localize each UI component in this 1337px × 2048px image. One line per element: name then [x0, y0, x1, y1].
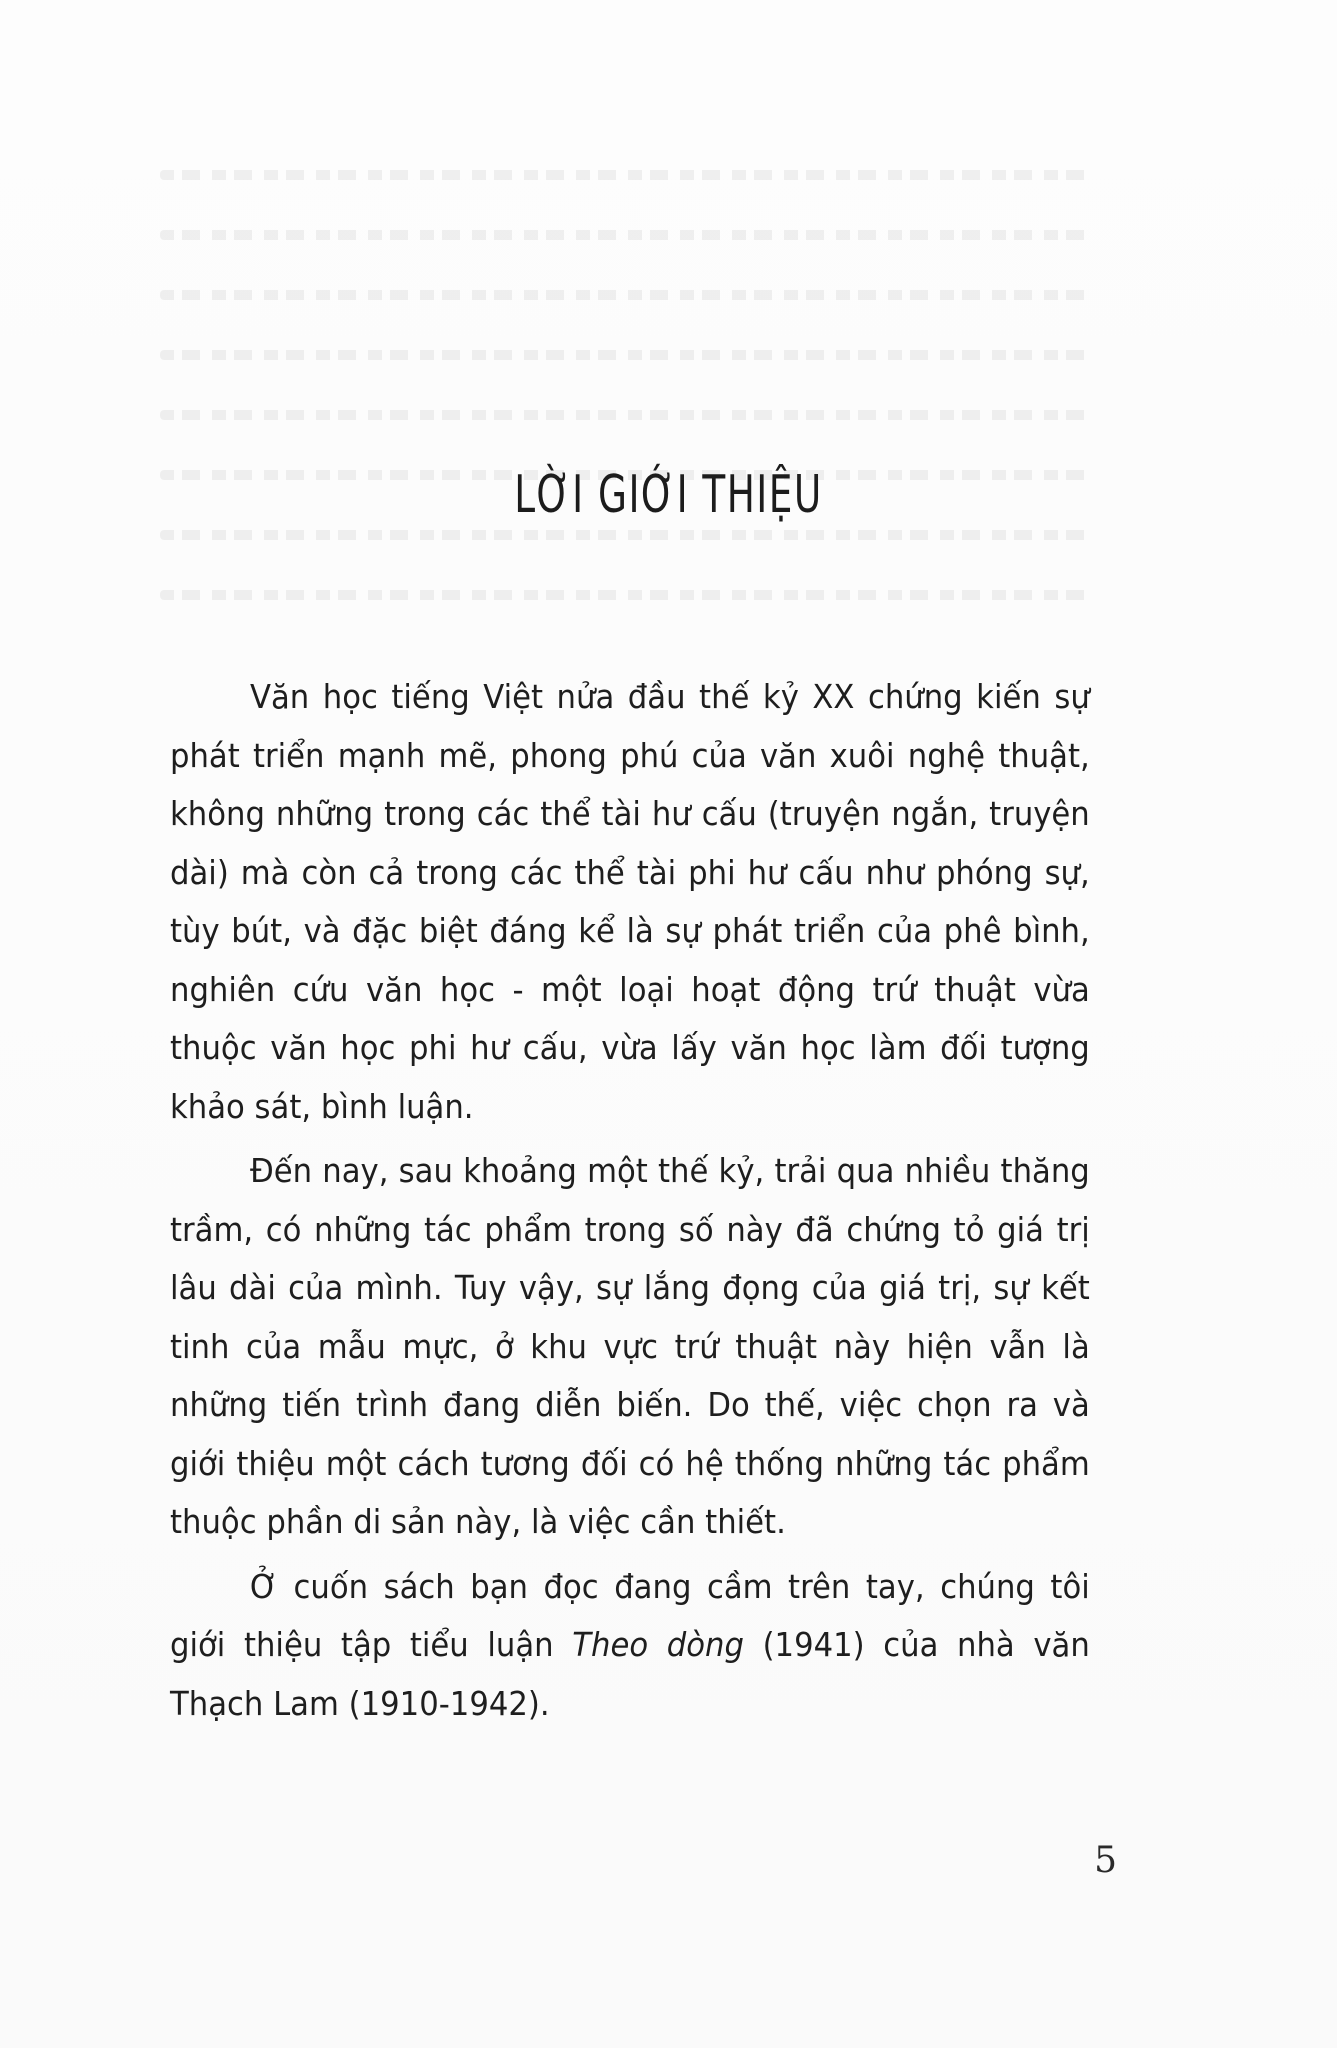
- page-number: 5: [1094, 1840, 1117, 1881]
- bleed-through-line: [160, 350, 1090, 360]
- page-title: LỜI GIỚI THIỆU: [514, 464, 823, 525]
- paragraph-1: Văn học tiếng Việt nửa đầu thế kỷ XX chứng kiến sự phát triển mạnh mẽ, phong phú của văn xuôi nghệ thuật, không những trong các thể tài hư cấu (truyện ngắn, truyện dài) mà còn cả trong các thể tài phi hư cấu như phóng sự, tùy bút, và đặc biệt đáng kể là sự phát triển của phê bình, nghiên cứu văn học - một loại hoạt động trứ thuật vừa thuộc văn học phi hư cấu, vừa lấy văn học làm đối tượng khảo sát, bình luận.: [170, 677, 1090, 1126]
- bleed-through-line: [160, 410, 1090, 420]
- bleed-through-line: [160, 290, 1090, 300]
- bleed-through-line: [160, 530, 1090, 540]
- bleed-through-line: [160, 590, 1090, 600]
- bleed-through-line: [160, 170, 1090, 180]
- bleed-through-text: [160, 170, 1090, 640]
- paragraph-3-outro: (1941) của nhà văn Thạch Lam (1910-1942).: [170, 1625, 1090, 1723]
- paragraph-2: Đến nay, sau khoảng một thế kỷ, trải qua nhiều thăng trầm, có những tác phẩm trong số này đã chứng tỏ giá trị lâu dài của mình. Tuy vậy, sự lắng đọng của giá trị, sự kết tinh của mẫu mực, ở khu vực trứ thuật này hiện vẫn là những tiến trình đang diễn biến. Do thế, việc chọn ra và giới thiệu một cách tương đối có hệ thống những tác phẩm thuộc phần di sản này, là việc cần thiết.: [170, 1151, 1090, 1541]
- bleed-through-line: [160, 230, 1090, 240]
- body-text: [170, 668, 1090, 1739]
- book-title-italic: Theo dòng: [572, 1625, 744, 1664]
- paragraph-3: [170, 1558, 1090, 1734]
- paragraph-3-intro: Ở cuốn sách bạn đọc đang cầm trên tay, chúng tôi giới thiệu tập tiểu luận: [170, 1566, 1090, 1664]
